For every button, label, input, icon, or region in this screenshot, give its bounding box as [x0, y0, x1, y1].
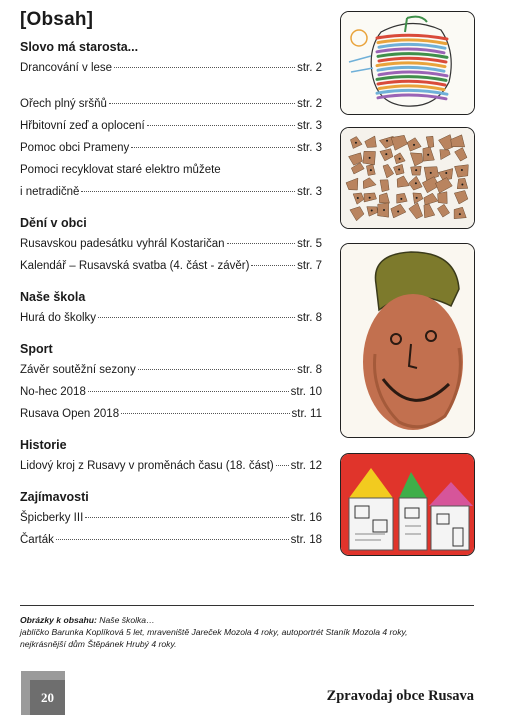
- page-number: 20: [30, 680, 65, 715]
- dot-leader: [85, 517, 288, 518]
- caption-line3: nejkrásnější dům Štěpánek Hrubý 4 roky.: [20, 639, 177, 649]
- houses-drawing-svg: [341, 454, 474, 555]
- toc-entry-title: i netradičně: [20, 186, 80, 198]
- toc-section-title: Slovo má starosta...: [20, 40, 139, 54]
- ant-dot: [400, 198, 402, 200]
- toc-section-title: Historie: [20, 438, 67, 452]
- toc-entry-title: Kalendář – Rusavská svatba (4. část - závěr): [20, 260, 250, 272]
- toc-entry-page: str. 18: [290, 534, 322, 546]
- toc-entry[interactable]: [20, 62, 322, 75]
- dot-leader: [131, 147, 295, 148]
- ant-dot: [427, 154, 429, 156]
- toc-entry-page: str. 11: [291, 408, 322, 420]
- toc-entry-title: Drancování v lese: [20, 62, 113, 74]
- dot-leader: [251, 265, 295, 266]
- caption-line2: jablíčko Barunka Koplíková 5 let, mraveniště Jareček Mozola 4 roky, autoportrét Staník Mozola 4 roky,: [20, 627, 408, 637]
- toc-entry-page: str. 10: [290, 386, 322, 398]
- ant-dot: [415, 169, 417, 171]
- toc-entry[interactable]: [20, 408, 322, 421]
- self-portrait-image: [340, 243, 475, 438]
- houses-drawing-image: [340, 453, 475, 556]
- ant-dot: [461, 183, 463, 185]
- toc-entry-title: Ořech plný sršňů: [20, 98, 107, 110]
- toc-entry-title: Špicberky III: [20, 512, 84, 524]
- toc-entry[interactable]: [20, 260, 322, 273]
- ant-dot: [369, 157, 371, 159]
- caption-label: Obrázky k obsahu:: [20, 615, 97, 625]
- ant-dot: [397, 211, 399, 213]
- toc-entry-page: str. 16: [290, 512, 322, 524]
- toc-section-title: Dění v obci: [20, 216, 87, 230]
- toc-entry[interactable]: [20, 386, 322, 399]
- toc-entry-page: str. 3: [297, 186, 322, 198]
- ant-dot: [445, 172, 447, 174]
- toc-entry-title: Rusava Open 2018: [20, 408, 120, 420]
- publication-title: Zpravodaj obce Rusava: [326, 688, 474, 704]
- dot-leader: [81, 191, 295, 192]
- apple-drawing-image: [340, 11, 475, 115]
- anthill-piece: [438, 192, 448, 204]
- toc-entry-page: str. 2: [297, 62, 322, 74]
- dot-leader: [138, 369, 295, 370]
- toc-entry-page: str. 8: [297, 364, 322, 376]
- toc-entry[interactable]: [20, 238, 322, 251]
- toc-entry-title: Hřbitovní zeď a oplocení: [20, 120, 145, 132]
- toc-section-title: Naše škola: [20, 290, 86, 304]
- dot-leader: [227, 243, 296, 244]
- ant-dot: [385, 153, 387, 155]
- ant-dot: [355, 142, 357, 144]
- toc-entry-title: Pomoc obci Prameny: [20, 142, 130, 154]
- table-of-contents: [20, 40, 322, 556]
- dot-leader: [276, 465, 289, 466]
- dot-leader: [56, 539, 289, 540]
- ant-dot: [357, 197, 359, 199]
- toc-entry[interactable]: [20, 186, 322, 199]
- toc-entry[interactable]: [20, 312, 322, 325]
- ant-dot: [371, 209, 373, 211]
- toc-entry-title: Lidový kroj z Rusavy v proměnách času (18. část): [20, 460, 274, 472]
- anthill-drawing-svg: [341, 128, 474, 228]
- caption-line1: [20, 614, 480, 626]
- ant-dot: [459, 213, 461, 215]
- toc-entry[interactable]: [20, 364, 322, 377]
- toc-entry[interactable]: [20, 512, 322, 525]
- self-portrait-svg: [341, 244, 474, 437]
- ant-dot: [386, 140, 388, 142]
- dot-leader: [98, 317, 295, 318]
- apple-drawing-svg: [341, 12, 474, 114]
- toc-entry-title: Závěr soutěžní sezony: [20, 364, 136, 376]
- dot-leader: [109, 103, 295, 104]
- toc-entry[interactable]: [20, 460, 322, 473]
- ant-dot: [369, 197, 371, 199]
- toc-entry[interactable]: [20, 98, 322, 111]
- dot-leader: [88, 391, 289, 392]
- ant-dot: [383, 209, 385, 211]
- toc-entry-page: str. 2: [297, 98, 322, 110]
- toc-entry-page: str. 3: [297, 120, 322, 132]
- ant-dot: [416, 197, 418, 199]
- ant-dot: [430, 172, 432, 174]
- toc-entry-title: Čarták: [20, 534, 54, 546]
- toc-entry-page: str. 8: [297, 312, 322, 324]
- toc-entry-page: str. 7: [297, 260, 322, 272]
- dot-leader: [114, 67, 295, 68]
- dot-leader: [121, 413, 289, 414]
- toc-entry-title: Rusavskou padesátku vyhrál Kostaričan: [20, 238, 225, 250]
- ant-dot: [370, 169, 372, 171]
- ant-dot: [398, 169, 400, 171]
- toc-entry-page: str. 12: [290, 460, 322, 472]
- ant-dot: [461, 169, 463, 171]
- toc-entry-page: str. 5: [297, 238, 322, 250]
- caption-divider: [20, 605, 474, 606]
- ant-dot: [413, 144, 415, 146]
- anthill-drawing-image: [340, 127, 475, 229]
- image-caption: [20, 614, 480, 650]
- toc-entry[interactable]: [20, 142, 322, 155]
- toc-entry[interactable]: [20, 120, 322, 133]
- toc-entry-page: str. 3: [297, 142, 322, 154]
- toc-section-title: Zajímavosti: [20, 490, 89, 504]
- toc-entry-title: No-hec 2018: [20, 386, 86, 398]
- toc-entry-title: Hurá do školky: [20, 312, 97, 324]
- toc-entry-title-line1[interactable]: Pomoci recyklovat staré elektro můžete: [20, 164, 221, 176]
- ant-dot: [415, 182, 417, 184]
- page-title: [Obsah]: [20, 9, 94, 30]
- caption-intro: Naše školka…: [99, 615, 155, 625]
- toc-entry[interactable]: [20, 534, 322, 547]
- toc-section-title: Sport: [20, 342, 53, 356]
- ant-dot: [399, 158, 401, 160]
- dot-leader: [147, 125, 295, 126]
